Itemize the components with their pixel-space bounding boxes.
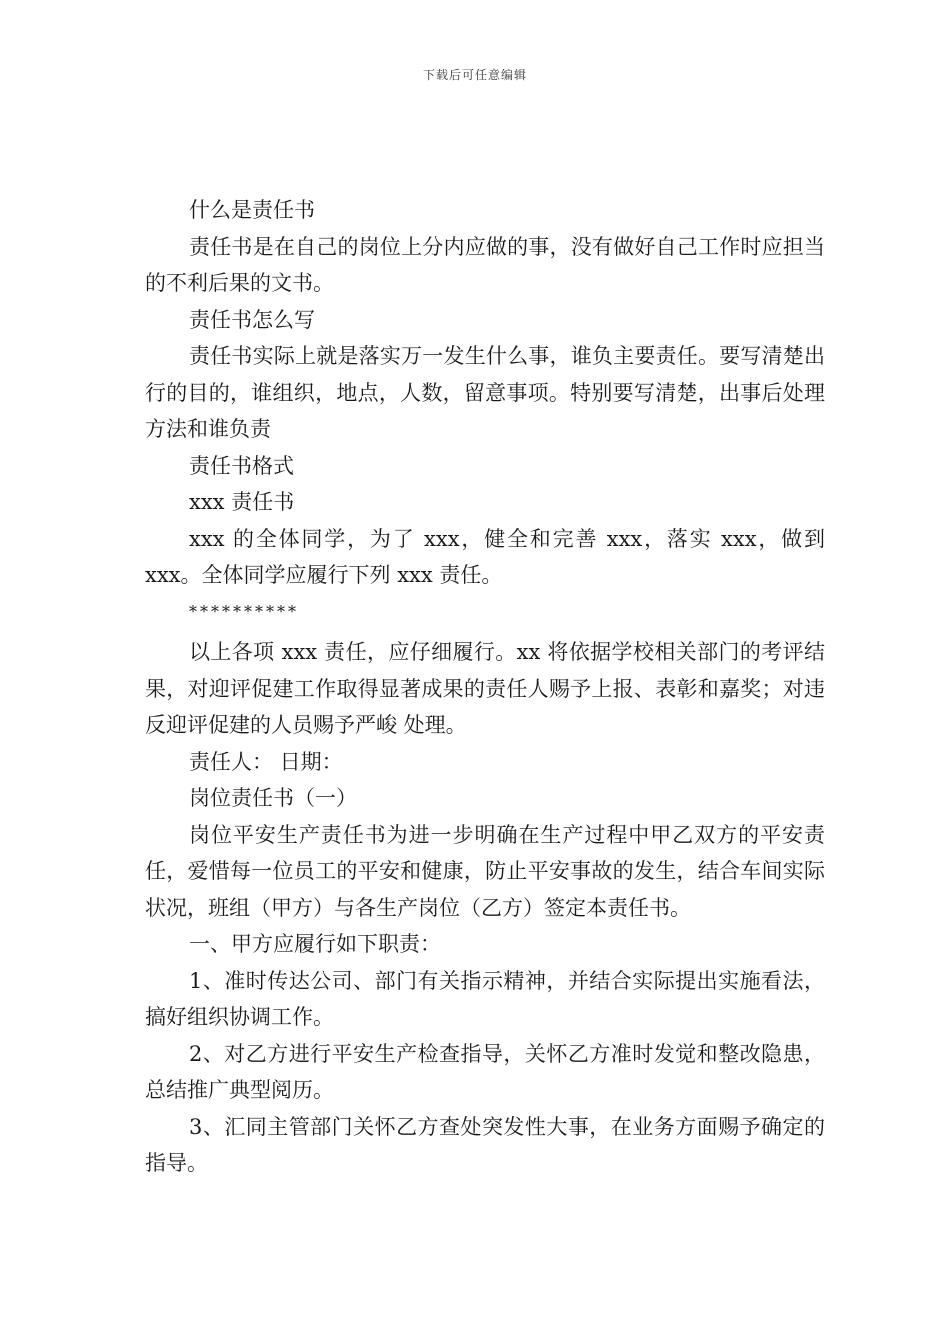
document-body bbox=[145, 192, 825, 1182]
duty-item-2: 2、对乙方进行平安生产检查指导，关怀乙方准时发觉和整改隐患，总结推广典型阅历。 bbox=[145, 1041, 825, 1102]
paragraph-how-to-write: 责任书实际上就是落实万一发生什么事，谁负主要责任。要写清楚出行的目的，谁组织，地点，人数，留意事项。特别要写清楚，出事后处理方法和谁负责 bbox=[145, 344, 825, 441]
duty-item-3: 3、汇同主管部门关怀乙方查处突发性大事，在业务方面赐予确定的指导。 bbox=[145, 1114, 825, 1175]
template-closing: 以上各项 xxx 责任，应仔细履行。xx 将依据学校相关部门的考评结果，对迎评促建工作取得显著成果的责任人赐予上报、表彰和嘉奖；对违反迎评促建的人员赐予严峻 处理。 bbox=[145, 640, 825, 737]
section-party-a-duties: 一、甲方应履行如下职责： bbox=[189, 932, 441, 956]
heading-post-responsibility: 岗位责任书（一） bbox=[189, 786, 357, 810]
paragraph-safety-intro: 岗位平安生产责任书为进一步明确在生产过程中甲乙双方的平安责任，爱惜每一位员工的平安和健康，防止平安事故的发生，结合车间实际状况，班组（甲方）与各生产岗位（乙方）签定本责任书。 bbox=[145, 822, 825, 920]
heading-how-to-write: 责任书怎么写 bbox=[189, 307, 315, 332]
signature-line: 责任人： 日期： bbox=[189, 749, 343, 774]
duty-item-1: 1、准时传达公司、部门有关指示精神，并结合实际提出实施看法，搞好组织协调工作。 bbox=[145, 968, 825, 1029]
page-header-note: 下载后可任意编辑 bbox=[422, 68, 527, 82]
heading-what-is: 什么是责任书 bbox=[189, 198, 315, 222]
template-title: xxx 责任书 bbox=[189, 490, 295, 514]
heading-format: 责任书格式 bbox=[189, 453, 294, 478]
paragraph-definition: 责任书是在自己的岗位上分内应做的事，没有做好自己工作时应担当的不利后果的文书。 bbox=[145, 234, 825, 295]
template-placeholder-stars: ********** bbox=[189, 601, 299, 621]
template-intro: xxx 的全体同学，为了 xxx，健全和完善 xxx，落实 xxx，做到xxx。全体同学应履行下列 xxx 责任。 bbox=[145, 526, 825, 587]
